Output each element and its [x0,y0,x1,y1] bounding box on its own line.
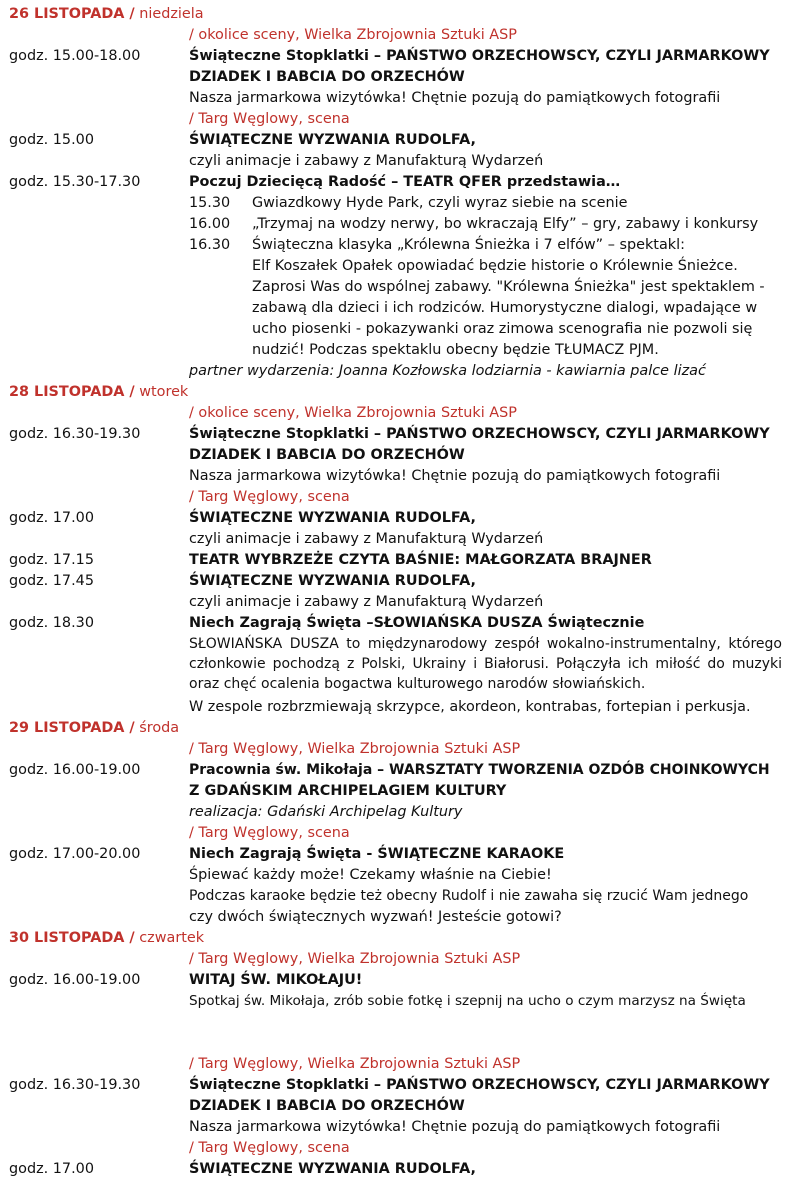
event-description-cont: W zespole rozbrzmiewają skrzypce, akordeon, kontrabas, fortepian i perkusja. [189,699,751,715]
event-title-cont: Z GDAŃSKIM ARCHIPELAGIEM KULTURY [189,783,507,799]
event-title: WITAJ ŚW. MIKOŁAJU! [189,972,363,988]
event-time: godz. 17.15 [9,552,94,568]
venue-label: / Targ Węglowy, scena [189,1140,350,1156]
day-weekday: środa [139,720,180,736]
venue-label: / Targ Węglowy, Wielka Zbrojownia Sztuki ASP [189,951,521,967]
event-time: godz. 18.30 [9,615,94,631]
venue-label: / Targ Węglowy, scena [189,489,350,505]
day-heading [9,928,204,948]
venue-label: / Targ Węglowy, scena [189,111,350,127]
day-weekday: niedziela [139,6,204,22]
event-title: Świąteczne Stopklatki – PAŃSTWO ORZECHOWSCY, CZYLI JARMARKOWY [189,426,770,442]
day-date: 29 LISTOPADA / [9,720,135,736]
event-time: godz. 17.45 [9,573,94,589]
event-title-cont: DZIADEK I BABCIA DO ORZECHÓW [189,1098,465,1114]
event-title: ŚWIĄTECZNE WYZWANIA RUDOLFA, [189,510,476,526]
event-time: godz. 15.00-18.00 [9,48,141,64]
event-partner: partner wydarzenia: Joanna Kozłowska lodziarnia - kawiarnia palce lizać [189,363,706,379]
schedule-text: „Trzymaj na wodzy nerwy, bo wkraczają Elfy” – gry, zabawy i konkursy [252,216,759,232]
day-date: 26 LISTOPADA / [9,6,135,22]
event-time: godz. 15.00 [9,132,94,148]
venue-label: / okolice sceny, Wielka Zbrojownia Sztuki ASP [189,405,517,421]
day-heading [9,382,188,402]
venue-label: / Targ Węglowy, scena [189,825,350,841]
day-heading [9,4,204,24]
event-time: godz. 17.00 [9,510,94,526]
event-title: Niech Zagrają Święta –SŁOWIAŃSKA DUSZA Świątecznie [189,615,645,631]
event-title-cont: DZIADEK I BABCIA DO ORZECHÓW [189,447,465,463]
venue-label: / Targ Węglowy, Wielka Zbrojownia Sztuki ASP [189,741,521,757]
event-time: godz. 16.00-19.00 [9,762,141,778]
day-heading [9,718,179,738]
event-description: czy dwóch świątecznych wyzwań! Jesteście gotowi? [189,909,562,925]
event-description: Spotkaj św. Mikołaja, zrób sobie fotkę i szepnij na ucho o czym marzysz na Święta [189,993,746,1009]
day-weekday: wtorek [139,384,189,400]
event-description: SŁOWIAŃSKA DUSZA to międzynarodowy zespół wokalno-instrumentalny, którego członkowie pochodzą z Polski, Ukrainy i Białorusi. Połączyła ich miłość do muzyki oraz chęć ocalenia bogactwa kulturowego narodów słowiańskich. [189,636,782,692]
event-title: Świąteczne Stopklatki – PAŃSTWO ORZECHOWSCY, CZYLI JARMARKOWY [189,1077,770,1093]
schedule-detail: nudzić! Podczas spektaklu obecny będzie TŁUMACZ PJM. [252,342,659,358]
event-title: Pracownia św. Mikołaja – WARSZTATY TWORZENIA OZDÓB CHOINKOWYCH [189,762,770,778]
event-description: Śpiewać każdy może! Czekamy właśnie na Ciebie! [189,867,552,883]
event-description: czyli animacje i zabawy z Manufakturą Wydarzeń [189,153,544,169]
event-title: ŚWIĄTECZNE WYZWANIA RUDOLFA, [189,1161,476,1177]
event-time: godz. 15.30-17.30 [9,174,141,190]
event-title: ŚWIĄTECZNE WYZWANIA RUDOLFA, [189,573,476,589]
event-description: Nasza jarmarkowa wizytówka! Chętnie pozują do pamiątkowych fotografii [189,90,721,106]
event-description: czyli animacje i zabawy z Manufakturą Wydarzeń [189,594,544,610]
event-description: czyli animacje i zabawy z Manufakturą Wydarzeń [189,531,544,547]
venue-label: / okolice sceny, Wielka Zbrojownia Sztuki ASP [189,27,517,43]
schedule-detail: Elf Koszałek Opałek opowiadać będzie historie o Królewnie Śnieżce. [252,258,738,274]
schedule-detail: ucho piosenki - pokazywanki oraz zimowa scenografia nie pozwoli się [252,321,753,337]
event-title: ŚWIĄTECZNE WYZWANIA RUDOLFA, [189,132,476,148]
day-date: 30 LISTOPADA / [9,930,135,946]
event-time: godz. 16.00-19.00 [9,972,141,988]
schedule-text: Gwiazdkowy Hyde Park, czyli wyraz siebie na scenie [252,195,628,211]
day-date: 28 LISTOPADA / [9,384,135,400]
event-title-cont: DZIADEK I BABCIA DO ORZECHÓW [189,69,465,85]
event-description: Nasza jarmarkowa wizytówka! Chętnie pozują do pamiątkowych fotografii [189,468,721,484]
event-title: Niech Zagrają Święta - ŚWIĄTECZNE KARAOKE [189,846,565,862]
schedule-time: 16.30 [189,237,231,253]
schedule-detail: zabawą dla dzieci i ich rodziców. Humorystyczne dialogi, wpadające w [252,300,758,316]
event-description: Nasza jarmarkowa wizytówka! Chętnie pozują do pamiątkowych fotografii [189,1119,721,1135]
event-title: TEATR WYBRZEŻE CZYTA BAŚNIE: MAŁGORZATA BRAJNER [189,552,652,568]
schedule-time: 16.00 [189,216,231,232]
event-time: godz. 16.30-19.30 [9,426,141,442]
event-time: godz. 17.00 [9,1161,94,1177]
event-title: Świąteczne Stopklatki – PAŃSTWO ORZECHOWSCY, CZYLI JARMARKOWY [189,48,770,64]
schedule-time: 15.30 [189,195,231,211]
event-title: Poczuj Dziecięcą Radość – TEATR QFER przedstawia… [189,174,621,190]
schedule-detail: Zaprosi Was do wspólnej zabawy. "Królewna Śnieżka" jest spektaklem - [252,279,765,295]
venue-label: / Targ Węglowy, Wielka Zbrojownia Sztuki ASP [189,1056,521,1072]
event-description: Podczas karaoke będzie też obecny Rudolf i nie zawaha się rzucić Wam jednego [189,888,749,904]
event-note: realizacja: Gdański Archipelag Kultury [189,804,463,820]
schedule-text: Świąteczna klasyka „Królewna Śnieżka i 7 elfów” – spektakl: [252,237,685,253]
day-weekday: czwartek [139,930,205,946]
event-time: godz. 16.30-19.30 [9,1077,141,1093]
event-time: godz. 17.00-20.00 [9,846,141,862]
